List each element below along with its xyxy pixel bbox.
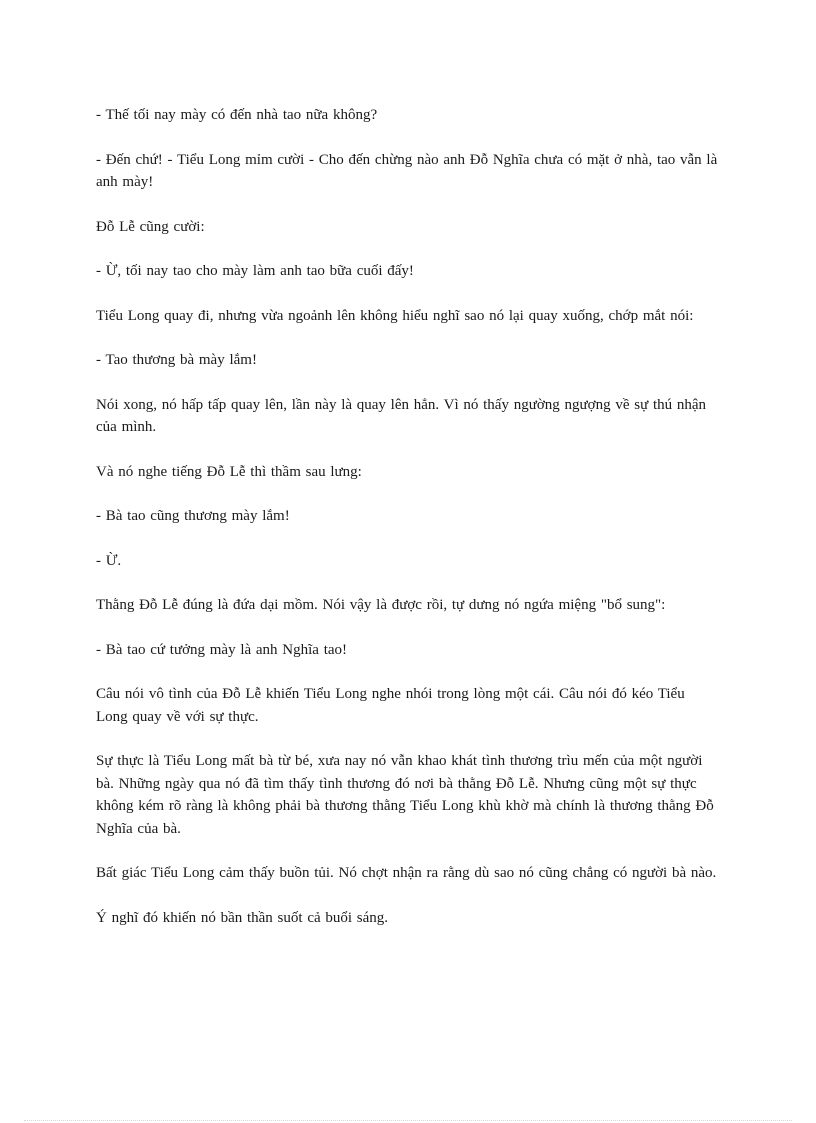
paragraph: - Tao thương bà mày lắm! <box>96 352 257 368</box>
paragraph: - Ừ, tối nay tao cho mày làm anh tao bữa cuối đấy! <box>96 263 414 279</box>
paragraph: - Bà tao cứ tưởng mày là anh Nghĩa tao! <box>96 641 348 658</box>
paragraph: Ý nghĩ đó khiến nó bần thần suốt cả buổi sáng. <box>96 909 389 926</box>
paragraph: Bất giác Tiểu Long cảm thấy buồn tủi. Nó chợt nhận ra rằng dù sao nó cũng chẳng có người bà nào. <box>96 865 717 881</box>
document-body <box>96 104 720 951</box>
paragraph: - Bà tao cũng thương mày lắm! <box>96 508 290 524</box>
paragraph: Thằng Đỗ Lễ đúng là đứa dại mồm. Nói vậy là được rồi, tự dưng nó ngứa miệng "bổ sung": <box>96 597 666 613</box>
paragraph: - Đến chứ! - Tiểu Long mỉm cười - Cho đến chừng nào anh Đỗ Nghĩa chưa có mặt ở nhà, tao vẫn là anh mày! <box>96 151 718 190</box>
paragraph: Câu nói vô tình của Đỗ Lễ khiến Tiểu Long nghe nhói trong lòng một cái. Câu nói đó kéo Tiểu Long quay về với sự thực. <box>96 686 685 725</box>
paragraph: Và nó nghe tiếng Đỗ Lễ thì thầm sau lưng: <box>96 463 362 480</box>
paragraph: Tiểu Long quay đi, nhưng vừa ngoảnh lên không hiểu nghĩ sao nó lại quay xuống, chớp mắt nói: <box>96 307 694 324</box>
paragraph: Nói xong, nó hấp tấp quay lên, lần này là quay lên hẳn. Vì nó thấy ngường ngượng về sự thú nhận của mình. <box>96 396 707 435</box>
paragraph: - Thế tối nay mày có đến nhà tao nữa không? <box>96 107 378 123</box>
paragraph: - Ừ. <box>96 552 122 569</box>
page-bottom-divider <box>24 1120 792 1121</box>
paragraph: Đỗ Lễ cũng cười: <box>96 218 205 235</box>
paragraph: Sự thực là Tiểu Long mất bà từ bé, xưa nay nó vẫn khao khát tình thương trìu mến của một người bà. Những ngày qua nó đã tìm thấy tình thương đó nơi bà thằng Đỗ Lễ. Nhưng cũng một sự thực không kém rõ ràng là không phải bà thương thằng Tiểu Long khù khờ mà chính là thương thằng Đỗ Nghĩa của bà. <box>96 753 714 837</box>
